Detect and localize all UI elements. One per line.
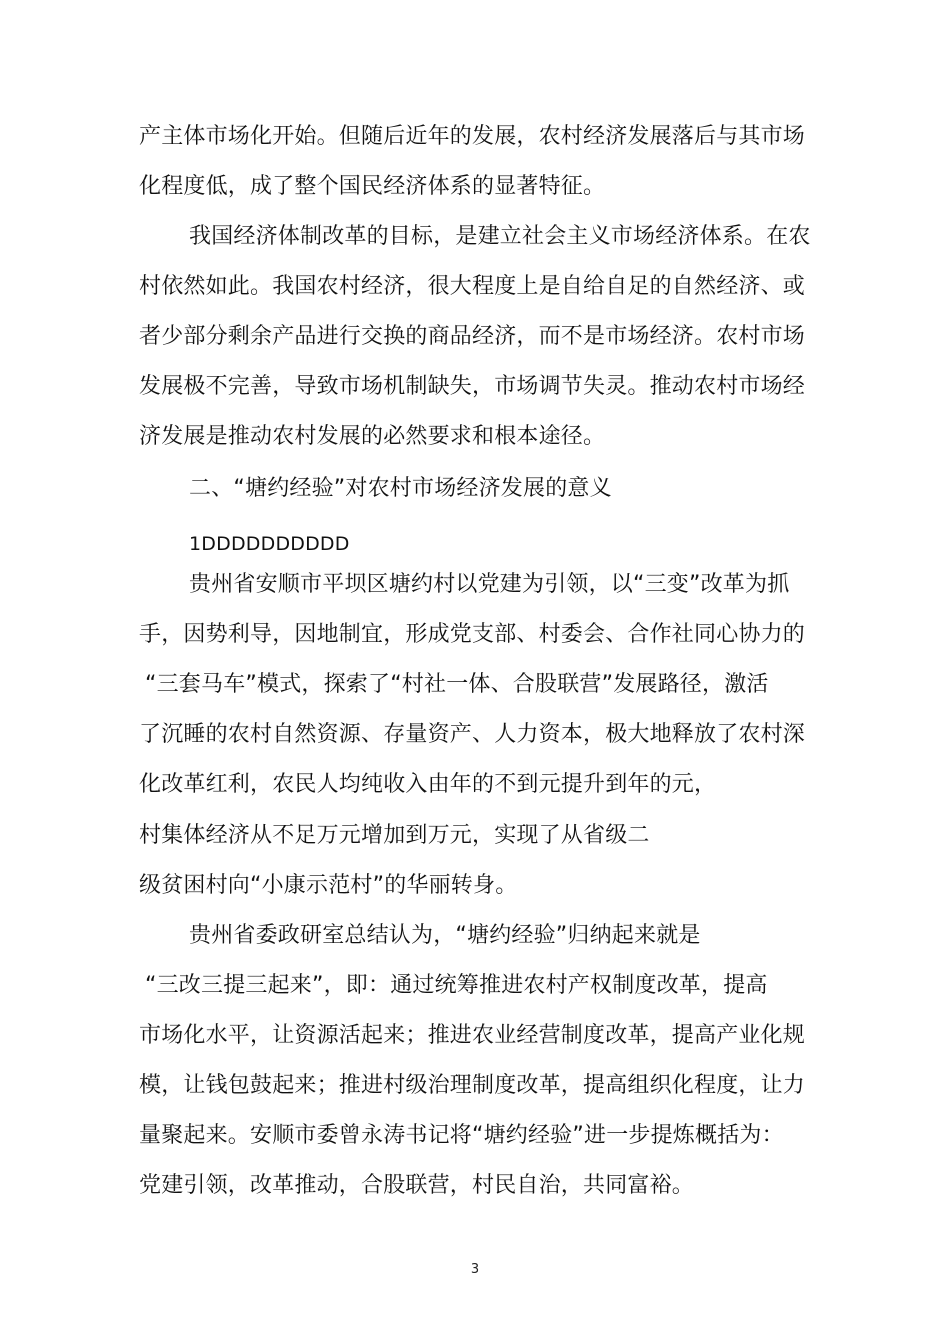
paragraph-line: 者少部分剩余产品进行交换的商品经济，而不是市场经济。农村市场 bbox=[139, 324, 806, 349]
paragraph-line: 村集体经济从不足万元增加到万元，实现了从省级二 bbox=[139, 823, 650, 848]
paragraph-line: “三套马车”模式，探索了“村社一体、合股联营”发展路径，激活 bbox=[145, 672, 769, 697]
paragraph-line: 贵州省安顺市平坝区塘约村以党建为引领，以“三变”改革为抓 bbox=[189, 572, 790, 597]
paragraph-line: “三改三提三起来”，即：通过统筹推进农村产权制度改革，提高 bbox=[145, 973, 768, 998]
paragraph-line: 化程度低，成了整个国民经济体系的显著特征。 bbox=[139, 174, 606, 199]
paragraph-line: 我国经济体制改革的目标，是建立社会主义市场经济体系。在农 bbox=[189, 224, 811, 249]
paragraph-line: 了沉睡的农村自然资源、存量资产、人力资本，极大地释放了农村深 bbox=[139, 722, 806, 747]
paragraph-line: 手，因势利导，因地制宜，形成党支部、村委会、合作社同心协力的 bbox=[139, 622, 806, 647]
paragraph-line: 产主体市场化开始。但随后近年的发展，农村经济发展落后与其市场 bbox=[139, 124, 806, 149]
page-number: 3 bbox=[470, 1262, 480, 1277]
paragraph-line: 化改革红利，农民人均纯收入由年的不到元提升到年的元， bbox=[139, 772, 717, 797]
placeholder-line: 1DDDDDDDDDD bbox=[189, 533, 350, 555]
paragraph-line: 量聚起来。安顺市委曾永涛书记将“塘约经验”进一步提炼概括为： bbox=[139, 1123, 784, 1148]
paragraph-line: 级贫困村向“小康示范村”的华丽转身。 bbox=[139, 873, 518, 898]
paragraph-line: 贵州省委政研室总结认为，“塘约经验”归纳起来就是 bbox=[189, 923, 701, 948]
paragraph-line: 村依然如此。我国农村经济，很大程度上是自给自足的自然经济、或 bbox=[139, 274, 806, 299]
paragraph-line: 模，让钱包鼓起来；推进村级治理制度改革，提高组织化程度，让力 bbox=[139, 1073, 806, 1098]
paragraph-line: 党建引领，改革推动，合股联营，村民自治，共同富裕。 bbox=[139, 1173, 695, 1198]
paragraph-line: 济发展是推动农村发展的必然要求和根本途径。 bbox=[139, 424, 606, 449]
paragraph-line: 发展极不完善，导致市场机制缺失，市场调节失灵。推动农村市场经 bbox=[139, 374, 806, 399]
paragraph-line: 市场化水平，让资源活起来；推进农业经营制度改革，提高产业化规 bbox=[139, 1023, 806, 1048]
section-heading: 二、“塘约经验”对农村市场经济发展的意义 bbox=[189, 476, 612, 501]
